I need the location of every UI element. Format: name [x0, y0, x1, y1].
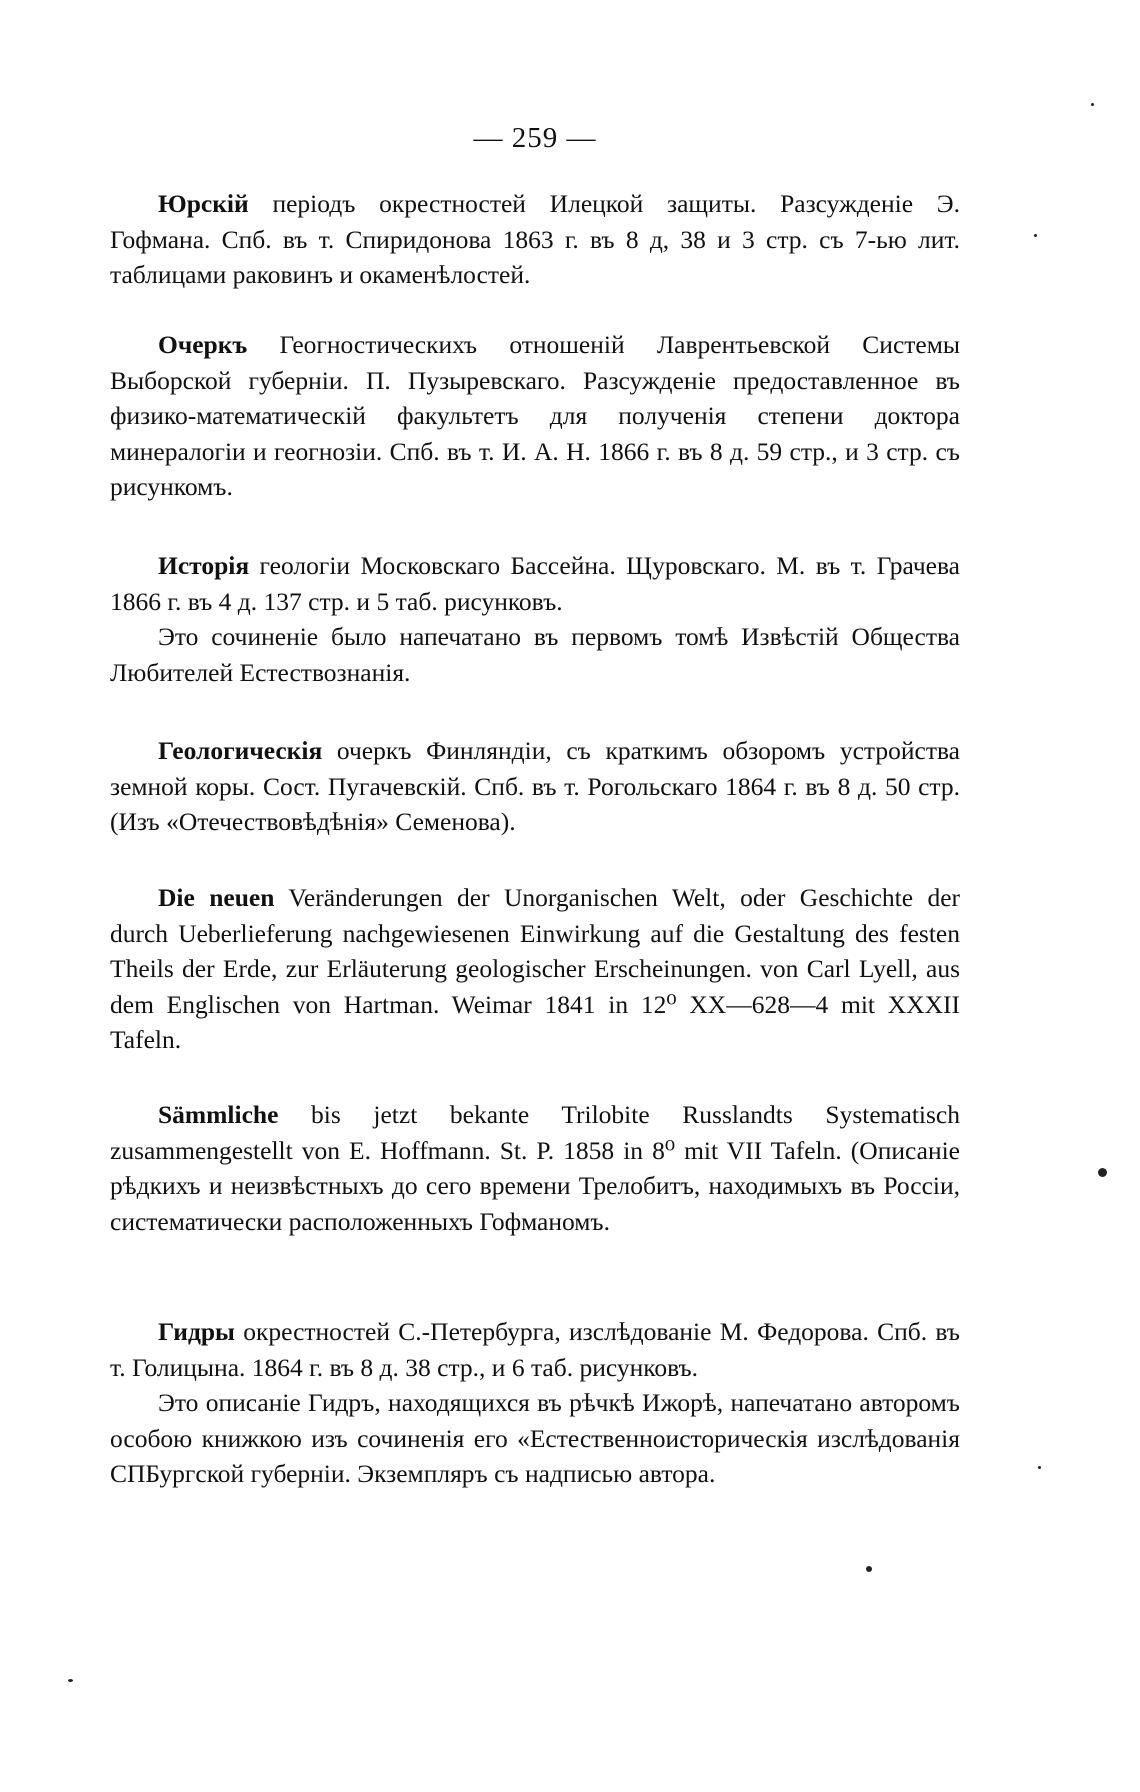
- bibliography-entry-lavrentiev: [110, 327, 960, 505]
- entry-paragraph: [110, 186, 960, 293]
- scan-speck: [866, 1566, 872, 1572]
- page-number: — 259 —: [473, 122, 597, 154]
- entry-lead-word: Юрскій: [158, 189, 249, 218]
- entry-text: періодъ окрестностей Илецкой защиты. Разсужденіе Э. Гофмана. Спб. въ т. Спиридонова 1863 г. въ 8 д, 38 и 3 стр. съ 7-ью лит. таблицами раковинъ и окаменѣлостей.: [110, 189, 960, 289]
- scan-speck: [1034, 234, 1037, 237]
- entry-lead-word: Исторія: [158, 551, 250, 580]
- entry-lead-word: Гидры: [158, 1317, 235, 1346]
- bibliography-entry-finland: [110, 733, 960, 840]
- entry-paragraph: [110, 1097, 960, 1239]
- scan-speck: [1098, 1168, 1107, 1177]
- entry-text: окрестностей С.-Петербурга, изслѣдованіе М. Федорова. Спб. въ т. Голицына. 1864 г. въ 8 д. 38 стр., и 6 таб. рисунковъ.: [110, 1317, 960, 1382]
- entry-lead-word: Геологическія: [158, 736, 323, 765]
- entry-lead-word: Sämmliche: [158, 1100, 279, 1129]
- entry-text: Геогностическихъ отношеній Лаврентьевской Системы Выборской губерніи. П. Пузыревскаго. Разсужденіе предоставленное въ физико-математическій факультетъ для полученія степени доктора минералогіи и геогнозіи. Спб. въ т. И. А. Н. 1866 г. въ 8 д. 59 стр., и 3 стр. съ рисункомъ.: [110, 330, 960, 501]
- entry-paragraph: [110, 880, 960, 1058]
- bibliography-entry-lyell: [110, 880, 960, 1058]
- scan-speck: [1038, 1466, 1041, 1469]
- scan-speck: [1091, 103, 1094, 106]
- entry-paragraph: [110, 327, 960, 505]
- entry-text: bis jetzt bekante Trilobite Russlandts Systematisch zusammengestellt von E. Hoffmann. St. P. 1858 in 8⁰ mit VII Tafeln. (Описаніе рѣдкихъ и неизвѣстныхъ до сего времени Трелобитъ, находимыхъ въ Россіи, систематически расположенныхъ Гофманомъ.: [110, 1100, 960, 1236]
- scan-speck: [68, 1679, 73, 1682]
- bibliography-entry-trilobites: [110, 1097, 960, 1239]
- bibliography-entry-hydra: [110, 1314, 960, 1492]
- entry-text: геологіи Московскаго Бассейна. Щуровскаго. М. въ т. Грачева 1866 г. въ 4 д. 137 стр. и 5 таб. рисунковъ.: [110, 551, 960, 616]
- entry-note: Это сочиненіе было напечатано въ первомъ томѣ Извѣстій Общества Любителей Естествознанія.: [110, 622, 960, 687]
- entry-lead-word: Die neuen: [158, 883, 275, 912]
- entry-text: Veränderungen der Unorganischen Welt, oder Geschichte der durch Ueberlieferung nachgewiesenen Einwirkung auf die Gestaltung des festen Theils der Erde, zur Erläuterung geologischer Erscheinungen. von Carl Lyell, aus dem Englischen von Hartman. Weimar 1841 in 12⁰ XX—628—4 mit XXXII Tafeln.: [110, 883, 961, 1054]
- entry-text: очеркъ Финляндіи, съ краткимъ обзоромъ устройства земной коры. Сост. Пугачевскій. Спб. въ т. Рогольскаго 1864 г. въ 8 д. 50 стр. (Изъ «Отечествовѣдѣнія» Семенова).: [110, 736, 960, 836]
- entry-paragraph: [110, 548, 960, 619]
- entry-lead-word: Очеркъ: [158, 330, 248, 359]
- entry-paragraph: [110, 733, 960, 840]
- bibliography-entry-jurassic: [110, 186, 960, 293]
- bibliography-entry-moscow-basin: [110, 548, 960, 690]
- entry-note: Это описаніе Гидръ, находящихся въ рѣчкѣ Ижорѣ, напечатано авторомъ особою книжкою изъ сочиненія его «Естественноисторическія изслѣдованія СПБургской губерніи. Экземпляръ съ надписью автора.: [110, 1388, 960, 1488]
- entry-paragraph: [110, 1314, 960, 1385]
